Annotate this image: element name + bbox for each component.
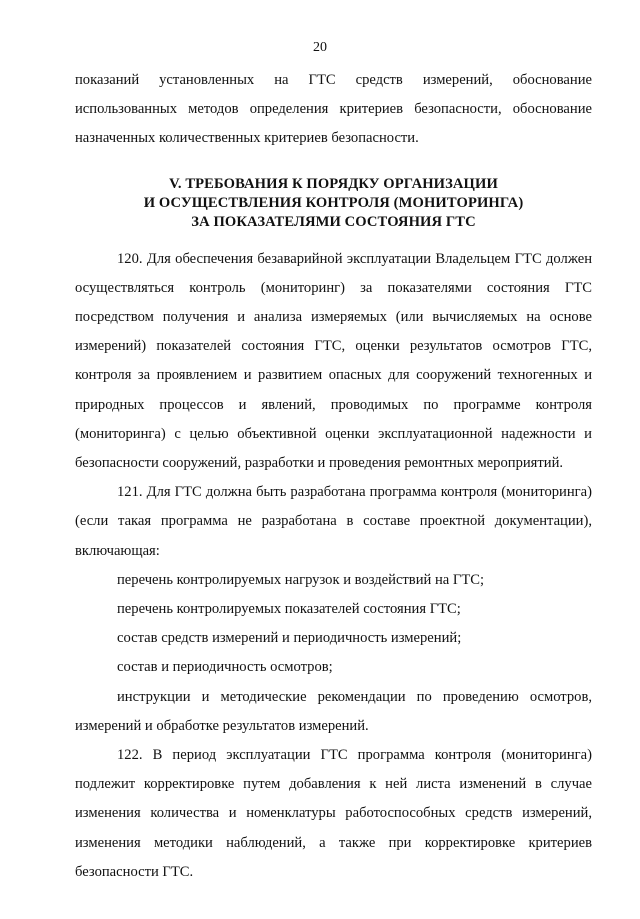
section-title-line-2: И ОСУЩЕСТВЛЕНИЯ КОНТРОЛЯ (МОНИТОРИНГА) <box>143 194 524 211</box>
clause-121-item-2: перечень контролируемых показателей состояния ГТС; <box>117 601 461 618</box>
page-number: 20 <box>313 40 327 55</box>
clause-121-item-1: перечень контролируемых нагрузок и воздействий на ГТС; <box>117 571 485 588</box>
clause-121-item-5: инструкции и методические рекомендации по проведению осмотров, измерений и обработке результатов измерений. <box>75 688 592 734</box>
section-title-line-3: ЗА ПОКАЗАТЕЛЯМИ СОСТОЯНИЯ ГТС <box>191 213 476 230</box>
clause-120: 120. Для обеспечения безаварийной эксплуатации Владельцем ГТС должен осуществляться контроль (мониторинг) за показателями состояния ГТС посредством получения и анализа измеряемых (или вычисляемых на основе измерений) показателей состояния ГТС, оценки результатов осмотров ГТС, контроля за проявлением и развитием опасных для сооружений техногенных и природных процессов и явлений, проводимых по программе контроля (мониторинга) с целью объективной оценки эксплуатационной надежности и безопасности сооружений, разработки и проведения ремонтных мероприятий. <box>75 250 592 472</box>
intro-paragraph: показаний установленных на ГТС средств измерений, обоснование использованных методов определения критериев безопасности, обоснование назначенных количественных критериев безопасности. <box>75 72 592 147</box>
clause-121: 121. Для ГТС должна быть разработана программа контроля (мониторинга) (если такая программа не разработана в составе проектной документации), включающая: <box>75 484 592 559</box>
clause-122: 122. В период эксплуатации ГТС программа контроля (мониторинга) подлежит корректировке путем добавления к ней листа изменений в случае изменения количества и номенклатуры работоспособных средств измерений, изменения методики наблюдений, а также при корректировке критериев безопасности ГТС. <box>75 747 592 880</box>
clause-121-item-4: состав и периодичность осмотров; <box>117 659 333 676</box>
section-title <box>75 175 592 232</box>
document-body <box>75 66 592 887</box>
section-title-line-1: V. ТРЕБОВАНИЯ К ПОРЯДКУ ОРГАНИЗАЦИИ <box>169 175 498 192</box>
clause-121-item-3: состав средств измерений и периодичность измерений; <box>117 630 462 647</box>
